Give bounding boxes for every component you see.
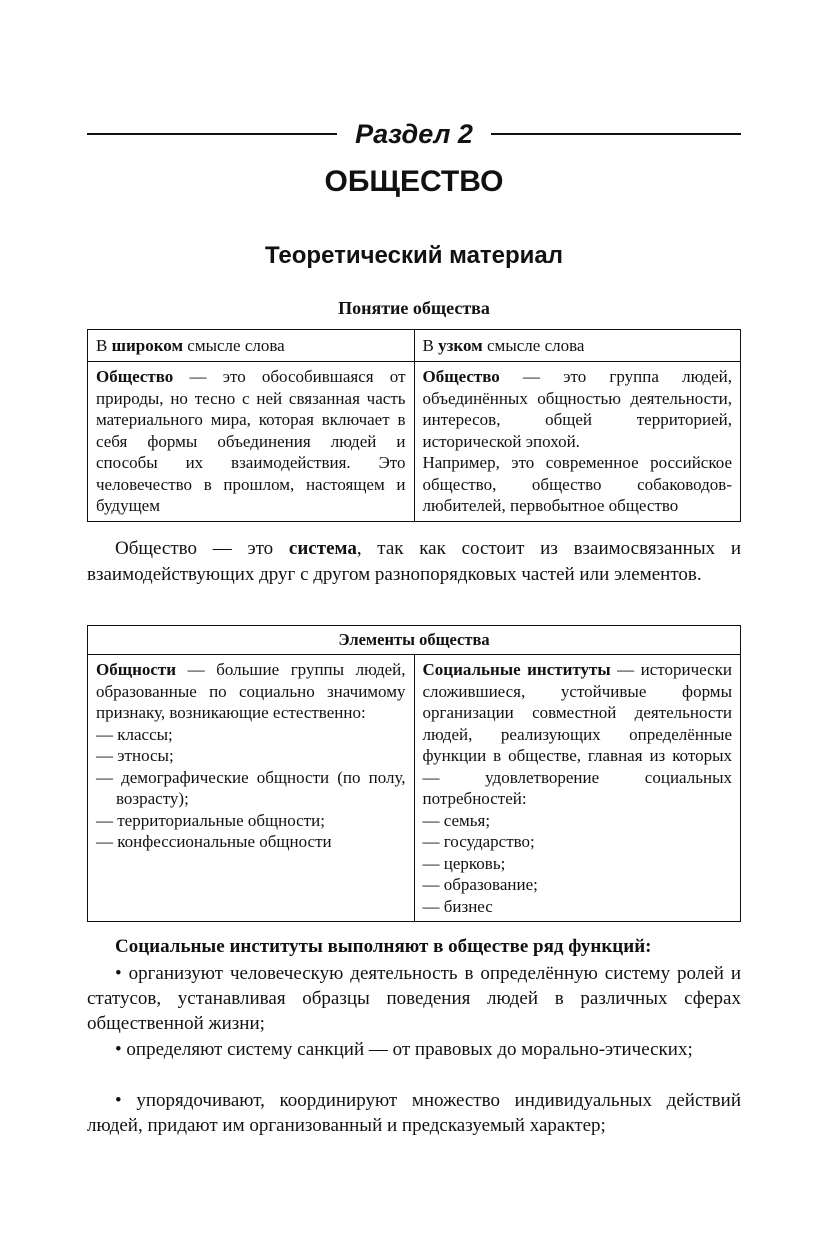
list-item: — государство; bbox=[422, 832, 535, 851]
narrow-definition: Общество — это группа людей, объединённых общностью деятельности, интересов, общей территорией, исторической эпохой. Например, это современное российское общество, общество собаководов-любителей, первобытное общество bbox=[414, 362, 741, 522]
header-narrow: В узком смысле слова bbox=[414, 330, 741, 362]
elements-header: Элементы общества bbox=[88, 626, 741, 655]
section-header bbox=[87, 118, 741, 150]
list-item: — классы; bbox=[96, 724, 173, 744]
list-item: — конфессиональные общности bbox=[96, 832, 332, 851]
header-broad: В широком смысле слова bbox=[88, 330, 415, 362]
section-label: Раздел 2 bbox=[349, 119, 479, 149]
broad-definition: Общество — это обособившаяся от природы, но тесно с ней связанная часть материального мира, которая включает в себя формы объединения людей и способы их взаимодействия. Это человечество в прошлом, настоящем и будущем bbox=[88, 362, 415, 522]
list-item: — семья; bbox=[422, 810, 491, 830]
narrow-example: Например, это современное российское общество, общество собаководов-любителей, первобытное общество bbox=[422, 453, 732, 515]
page-title: ОБЩЕСТВО bbox=[324, 165, 504, 198]
communities-cell: Общности — большие группы людей, образованные по социально значимому признаку, возникающие естественно: — классы; — этносы; — демографические общности (по полу, возрасту); — территориальные общности; — конфессиональные общности bbox=[88, 655, 415, 922]
table1-caption: Понятие общества bbox=[338, 298, 490, 318]
concept-table bbox=[87, 329, 741, 522]
function-bullet: • организуют человеческую деятельность в определённую систему ролей и статусов, устанавливая образцы поведения людей в различных сферах общественной жизни; bbox=[87, 963, 741, 1034]
list-item: — церковь; bbox=[422, 853, 506, 873]
function-bullet: • упорядочивают, координируют множество индивидуальных действий людей, придают им организованный и предсказуемый характер; bbox=[87, 1090, 741, 1136]
list-item: — территориальные общности; bbox=[96, 810, 325, 830]
list-item: — этносы; bbox=[96, 746, 174, 765]
elements-table bbox=[87, 625, 741, 922]
institutions-cell: Социальные институты — исторически сложившиеся, устойчивые формы организации совместной деятельности людей, реализующих определённые функции в обществе, главная из которых — удовлетворение социальных потребностей: — семья; — государство; — церковь; — образование; — бизнес bbox=[414, 655, 741, 922]
system-paragraph: Общество — это система, так как состоит из взаимосвязанных и взаимодействующих друг с другом разнопорядковых частей или элементов. bbox=[87, 538, 741, 585]
subtitle: Теоретический материал bbox=[264, 242, 564, 269]
list-item: — бизнес bbox=[422, 896, 493, 916]
functions-heading: Социальные институты выполняют в обществе ряд функций: bbox=[115, 936, 652, 957]
list-item: — образование; bbox=[422, 875, 538, 894]
function-bullet: • определяют систему санкций — от правовых до морально-этических; bbox=[115, 1039, 693, 1060]
list-item: — демографические общности (по полу, возрасту); bbox=[96, 767, 406, 808]
